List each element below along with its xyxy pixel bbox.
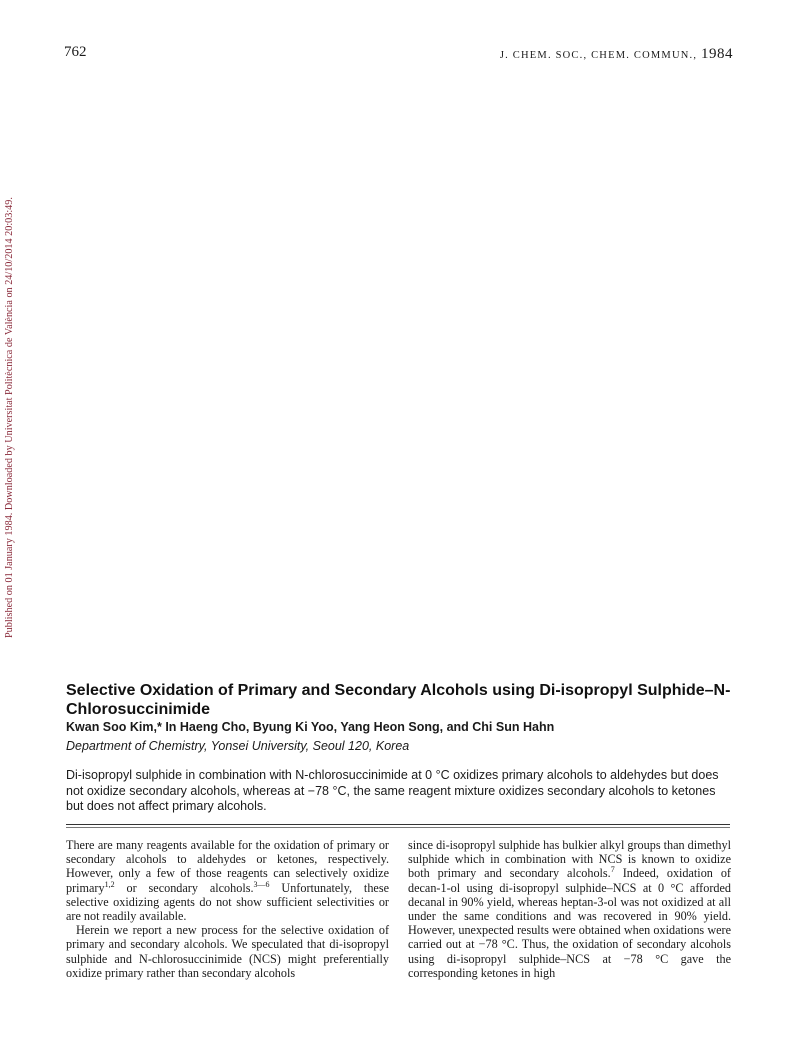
- journal-name: J. CHEM. SOC., CHEM. COMMUN.,: [499, 50, 698, 61]
- abstract-divider: [66, 824, 730, 825]
- article-abstract: Di-isopropyl sulphide in combination with N-chlorosuccinimide at 0 °C oxidizes primary alcohols to aldehydes but does not oxidize secondary alcohols, whereas at −78 °C, the same reagent mixture oxidizes secondary alcohols to ketones but does not affect primary alcohols.: [66, 768, 719, 813]
- reference-marker: 1,2: [104, 879, 115, 889]
- article-affiliation: Department of Chemistry, Yonsei University, Seoul 120, Korea: [66, 739, 410, 753]
- body-paragraph: [408, 838, 731, 980]
- abstract-divider-secondary: [66, 827, 730, 828]
- article-title: Selective Oxidation of Primary and Secondary Alcohols using Di-isopropyl Sulphide–N-Chlorosuccinimide: [66, 682, 731, 718]
- body-text: since di-isopropyl sulphide has bulkier alkyl groups than dimethyl sulphide which in combination with NCS is known to oxidize both primary and secondary alcohols.: [408, 838, 731, 881]
- reference-marker: 7: [610, 865, 615, 875]
- body-text: Indeed, oxidation of decan-1-ol using di-isopropyl sulphide–NCS at 0 °C afforded decanal in 90% yield, whereas heptan-3-ol was not oxidized at all under the same conditions and was recovered in 90% yield. However, unexpected results were obtained when oxidations were carried out at −78 °C. Thus, the oxidation of secondary alcohols using di-isopropyl sulphide–NCS at −78 °C gave the corresponding ketones in high: [408, 866, 731, 980]
- body-column-left: [66, 838, 389, 980]
- body-text: or secondary alcohols.: [114, 880, 254, 895]
- body-paragraph: [66, 838, 389, 923]
- body-text: Unfortunately, these selective oxidizing agents do not show sufficient selectivities or are not readily available.: [66, 880, 389, 924]
- download-watermark-text: Published on 01 January 1984. Downloaded by Universitat Politècnica de València on 24/10/2014 20:03:49.: [4, 197, 15, 638]
- page-number: 762: [64, 44, 87, 60]
- body-text: There are many reagents available for the oxidation of primary or secondary alcohols to aldehydes or ketones, respectively. However, only a few of those reagents can selectively oxidize primary: [66, 838, 389, 895]
- article-authors: Kwan Soo Kim,* In Haeng Cho, Byung Ki Yoo, Yang Heon Song, and Chi Sun Hahn: [66, 720, 555, 734]
- body-column-right: [408, 838, 731, 980]
- reference-marker: 3—6: [253, 879, 270, 889]
- journal-year: 1984: [701, 46, 733, 62]
- journal-header: [500, 46, 733, 63]
- body-paragraph: Herein we report a new process for the selective oxidation of primary and secondary alcohols. We speculated that di-isopropyl sulphide and N-chlorosuccinimide (NCS) might preferentially oxidize primary rather than secondary alcohols: [66, 923, 389, 980]
